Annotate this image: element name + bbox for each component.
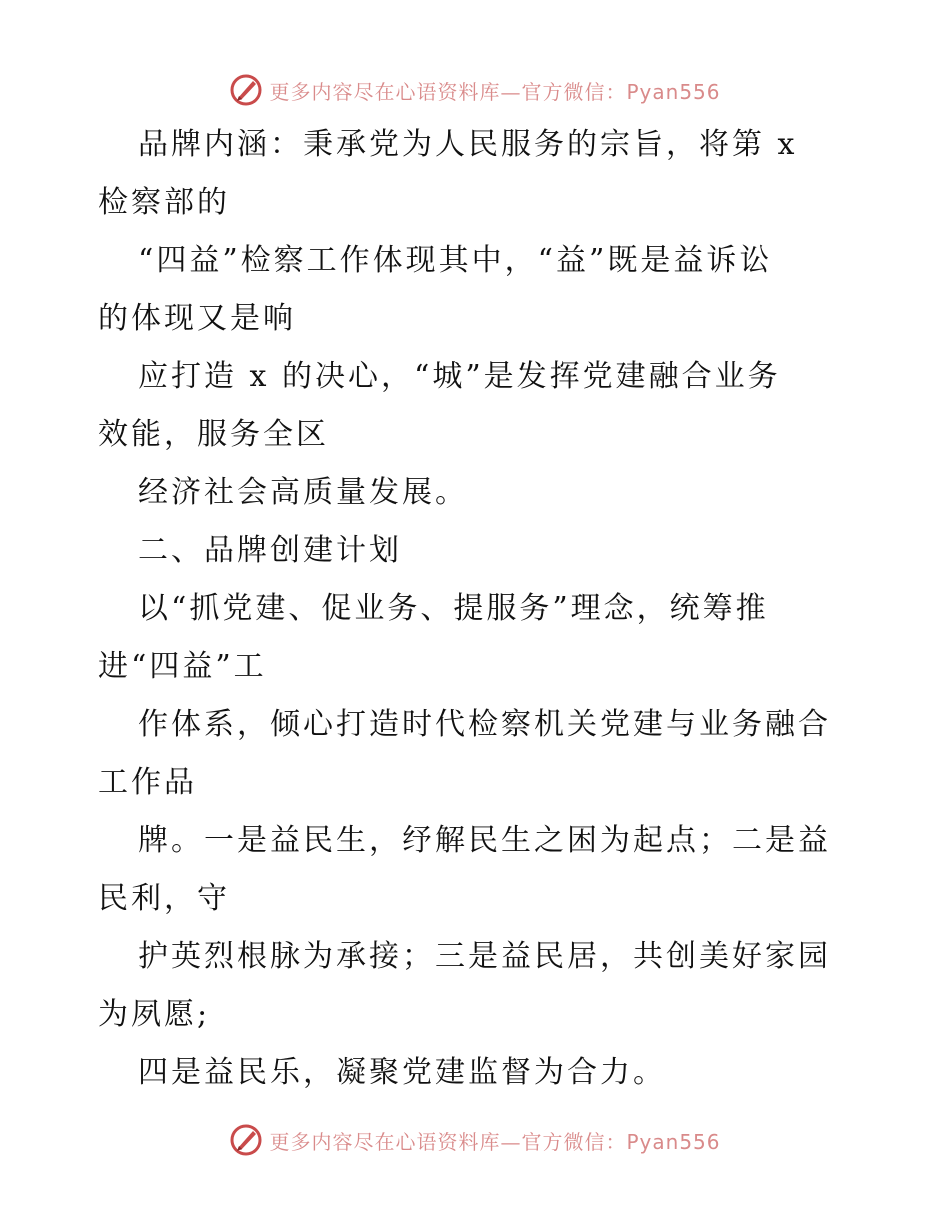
text-line: 应打造 x 的决心，“城”是发挥党建融合业务 <box>138 359 781 394</box>
watermark-label: 更多内容尽在心语资料库—官方微信： <box>269 79 627 104</box>
text-line: 民利，守 <box>98 881 230 916</box>
text-line: 牌。一是益民生，纾解民生之困为起点；二是益 <box>138 823 831 858</box>
text-line: “四益”检察工作体现其中，“益”既是益诉讼 <box>138 243 773 278</box>
watermark-text <box>269 76 720 105</box>
text-line: 以“抓党建、促业务、提服务”理念，统筹推 <box>138 591 769 626</box>
watermark-label: 更多内容尽在心语资料库—官方微信： <box>269 1129 627 1154</box>
text-line: 进“四益”工 <box>98 649 267 684</box>
text-line: 效能，服务全区 <box>98 417 329 452</box>
text-line: 检察部的 <box>98 185 230 220</box>
text-line: 四是益民乐，凝聚党建监督为合力。 <box>138 1055 666 1090</box>
document-body <box>98 116 878 1102</box>
text-line: 作体系，倾心打造时代检察机关党建与业务融合 <box>138 707 831 742</box>
watermark-text <box>269 1126 720 1155</box>
text-line: 的体现又是响 <box>98 301 296 336</box>
header-watermark <box>0 70 950 110</box>
watermark-wechat-id: Pyan556 <box>626 1129 721 1154</box>
watermark-wechat-id: Pyan556 <box>626 79 721 104</box>
text-line: 工作品 <box>98 765 197 800</box>
quill-pen-icon <box>229 73 263 107</box>
text-line: 为夙愿; <box>98 997 211 1032</box>
text-line: 品牌内涵：秉承党为人民服务的宗旨，将第 x <box>138 127 798 162</box>
section-heading: 二、品牌创建计划 <box>138 533 402 568</box>
quill-pen-icon <box>229 1123 263 1157</box>
footer-watermark <box>0 1120 950 1160</box>
text-line: 经济社会高质量发展。 <box>138 475 468 510</box>
text-line: 护英烈根脉为承接；三是益民居，共创美好家园 <box>138 939 831 974</box>
